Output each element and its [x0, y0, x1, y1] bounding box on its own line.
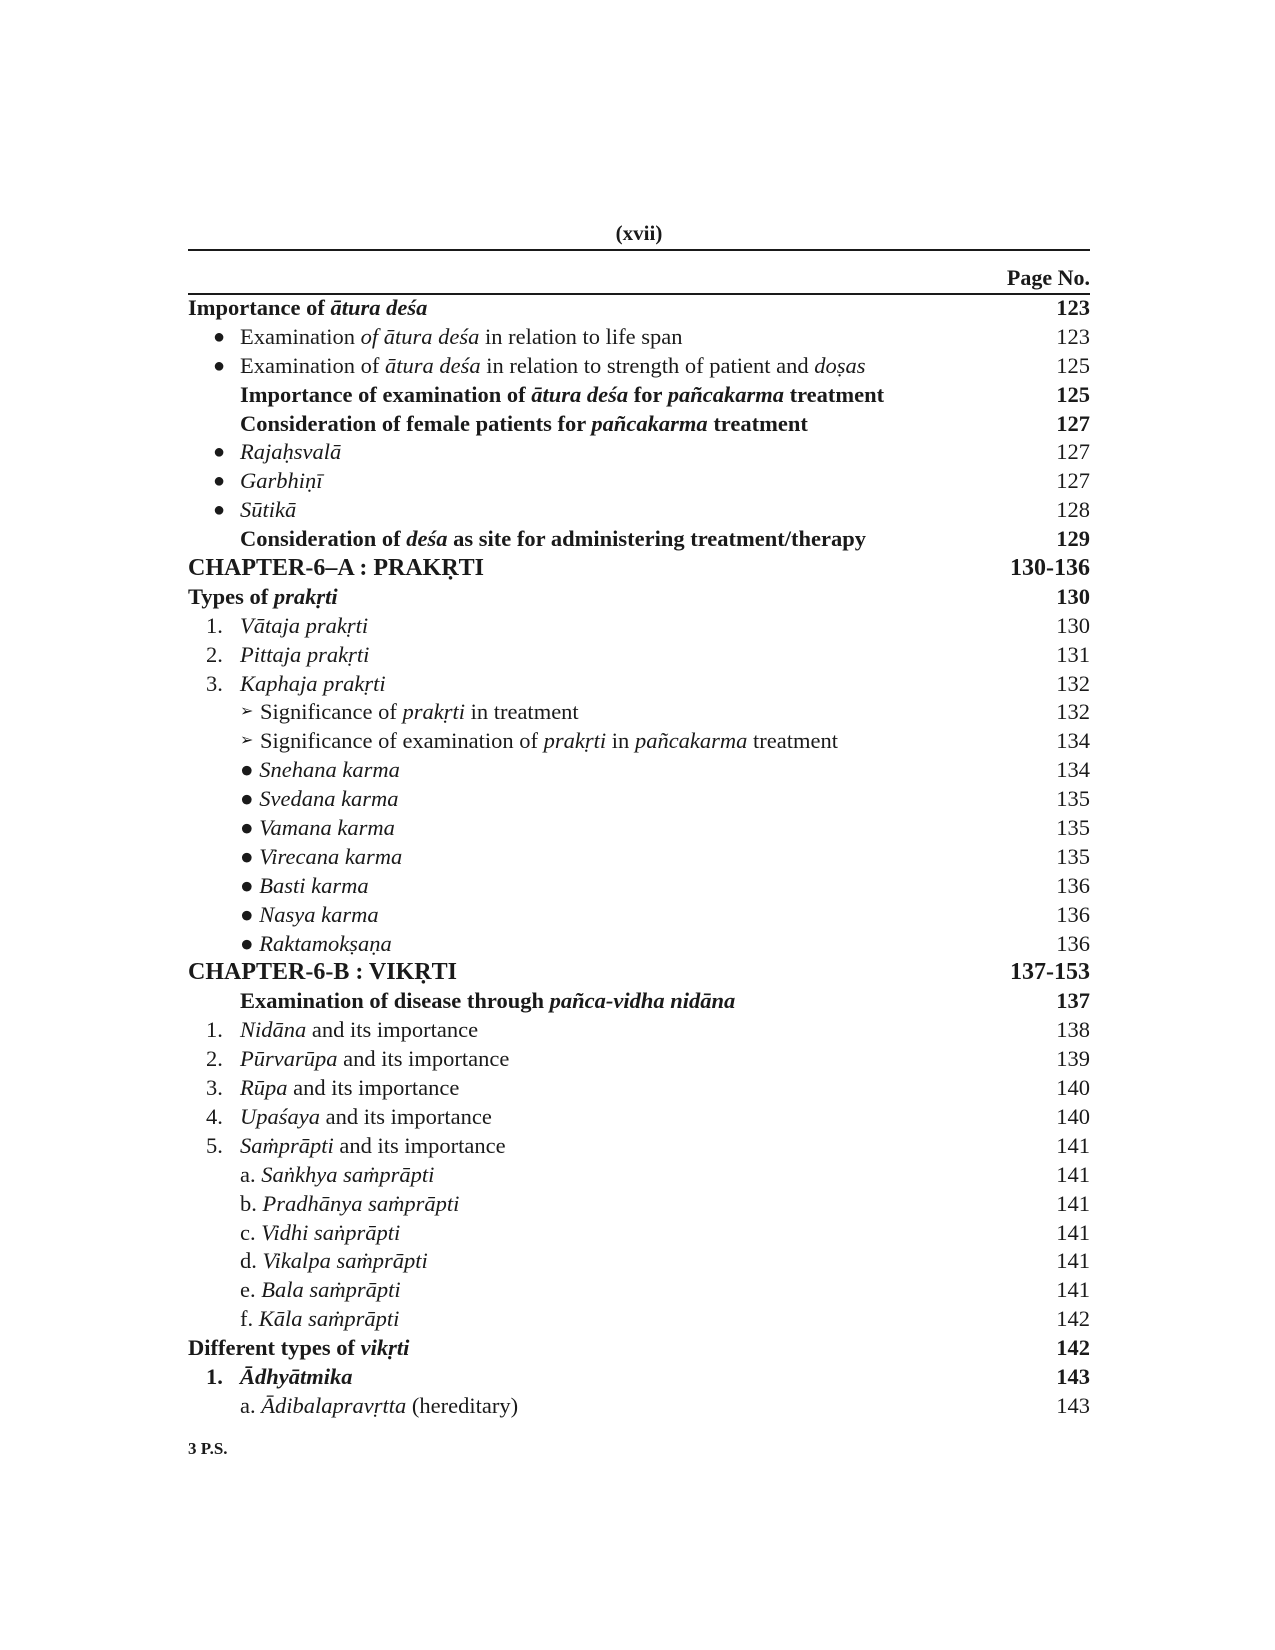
- toc-page-number: 136: [1056, 930, 1090, 956]
- toc-page-number: 142: [1056, 1306, 1090, 1332]
- list-number: 3.: [206, 1075, 223, 1101]
- toc-page-number: 135: [1056, 786, 1090, 812]
- title-part: Vikalpa saṁprāpti: [262, 1248, 428, 1274]
- toc-page-number: 132: [1056, 699, 1090, 725]
- toc-entry-title: [240, 1074, 459, 1103]
- title-part: and its importance: [320, 1103, 492, 1129]
- title-part: Nasya karma: [259, 901, 379, 927]
- title-part: prakṛti: [402, 699, 465, 725]
- toc-page-number: 123: [1056, 323, 1090, 349]
- toc-entry-row: [188, 467, 1090, 496]
- title-part: Consideration of female patients for: [240, 410, 592, 436]
- toc-page-number: 137-153: [1010, 959, 1090, 986]
- title-part: Bala saṁprāpti: [261, 1277, 401, 1303]
- title-part: in relation to strength of patient and: [480, 352, 815, 378]
- toc-entry-title: [260, 727, 838, 756]
- toc-entry-title: [240, 987, 735, 1016]
- toc-entry-title: [240, 1045, 509, 1074]
- toc-page-number: 139: [1056, 1046, 1090, 1072]
- toc-entry-title: [240, 1161, 434, 1190]
- title-part: of ātura deśa: [360, 323, 480, 349]
- toc-page-number: 141: [1056, 1161, 1090, 1187]
- toc-entry-row: [188, 670, 1090, 699]
- toc-entry-row: [188, 814, 1090, 843]
- title-part: Vidhi saṅprāpti: [261, 1219, 401, 1245]
- toc-page-number: 135: [1056, 843, 1090, 869]
- page-number: (xvii): [615, 221, 663, 245]
- toc-entry-row: [188, 1392, 1090, 1421]
- title-part: treatment: [783, 381, 885, 407]
- title-part: ātura deśa: [531, 381, 629, 407]
- title-part: ●: [240, 843, 260, 869]
- list-number: 2.: [206, 1046, 223, 1072]
- toc-entry-row: [188, 583, 1090, 612]
- toc-entry-row: [188, 496, 1090, 525]
- title-part: Consideration of: [240, 526, 407, 552]
- title-part: ātura deśa: [384, 352, 481, 378]
- toc-entry-title: [240, 496, 296, 525]
- title-part: ●: [240, 757, 260, 783]
- chapter-heading-row: [188, 554, 1090, 583]
- title-part: deśa: [406, 526, 448, 552]
- title-part: for: [628, 381, 668, 407]
- title-part: vikṛti: [360, 1335, 410, 1361]
- toc-entry-row: [188, 323, 1090, 352]
- toc-entry-row: [188, 1334, 1090, 1363]
- bullet-marker: ●: [213, 470, 226, 493]
- bullet-marker: ●: [213, 325, 226, 348]
- toc-entry-row: [188, 1103, 1090, 1132]
- toc-entry-row: [188, 698, 1090, 727]
- toc-page-number: 143: [1056, 1392, 1090, 1418]
- toc-page-number: 141: [1056, 1132, 1090, 1158]
- toc-page-number: 134: [1056, 728, 1090, 754]
- toc-entry-row: [188, 1219, 1090, 1248]
- title-part: in: [606, 728, 635, 754]
- toc-entry-title: [240, 1363, 353, 1392]
- title-part: e.: [240, 1277, 262, 1303]
- toc-entry-row: [188, 1276, 1090, 1305]
- title-part: in relation to life span: [479, 323, 683, 349]
- toc-entry-title: [240, 1132, 506, 1161]
- title-part: Basti karma: [259, 872, 369, 898]
- title-part: (hereditary): [406, 1392, 519, 1418]
- toc-entry-title: [188, 554, 484, 583]
- title-part: f.: [240, 1306, 259, 1332]
- title-part: Rajaḥsvalā: [240, 439, 342, 465]
- title-part: Sūtikā: [240, 497, 297, 523]
- toc-entry-title: [240, 438, 341, 467]
- title-part: Rūpa: [240, 1075, 288, 1101]
- list-number: 1.: [206, 612, 223, 638]
- toc-entry-row: [188, 1305, 1090, 1334]
- title-part: Kāla saṁprāpti: [258, 1306, 400, 1332]
- toc-entry-row: [188, 987, 1090, 1016]
- toc-page-number: 123: [1056, 295, 1090, 320]
- list-number: 3.: [206, 670, 223, 696]
- toc-page-number: 128: [1056, 497, 1090, 523]
- toc-entry-row: [188, 410, 1090, 439]
- title-part: Examination of disease through: [240, 988, 550, 1014]
- arrow-marker: ➢: [240, 732, 254, 750]
- toc-entry-title: [188, 583, 338, 612]
- toc-entry-title: [240, 901, 379, 930]
- title-part: Significance of examination of: [260, 728, 544, 754]
- title-part: Examination of: [240, 352, 385, 378]
- title-part: Pradhānya saṁprāpti: [262, 1190, 460, 1216]
- title-part: CHAPTER-6-B : VIKṚTI: [188, 959, 457, 986]
- toc-entry-title: [240, 1392, 518, 1421]
- toc-entry-title: [240, 1103, 492, 1132]
- toc-entry-title: [240, 1247, 428, 1276]
- title-part: Types of: [188, 583, 274, 609]
- title-part: treatment: [707, 410, 808, 436]
- toc-page-number: 141: [1056, 1277, 1090, 1303]
- toc-entry-title: [240, 670, 386, 699]
- toc-entry-row: [188, 872, 1090, 901]
- arrow-marker: ➢: [240, 703, 254, 721]
- list-number: 1.: [206, 1017, 223, 1043]
- title-part: ●: [240, 815, 260, 841]
- list-number: 2.: [206, 641, 223, 667]
- toc-page-number: 131: [1056, 641, 1090, 667]
- title-part: Kaphaja prakṛti: [240, 670, 386, 696]
- toc-entry-title: [240, 1219, 400, 1248]
- toc-entry-title: [240, 1016, 478, 1045]
- toc-page-number: 127: [1056, 439, 1090, 465]
- toc-entry-title: [240, 785, 399, 814]
- toc-entry-title: [240, 323, 682, 352]
- title-part: Vamana karma: [259, 815, 395, 841]
- toc-page-number: 125: [1056, 352, 1090, 378]
- title-part: ●: [240, 786, 260, 812]
- bullet-marker: ●: [213, 499, 226, 522]
- toc-entry-row: [188, 1045, 1090, 1074]
- toc-entry-title: [240, 525, 866, 554]
- toc-page-number: 136: [1056, 872, 1090, 898]
- toc-page-number: 132: [1056, 670, 1090, 696]
- toc-entry-row: [188, 525, 1090, 554]
- title-part: b.: [240, 1190, 263, 1216]
- toc-entry-title: [260, 698, 579, 727]
- toc-page-number: 129: [1056, 526, 1090, 552]
- title-part: as site for administering treatment/therapy: [447, 526, 866, 552]
- title-part: Pittaja prakṛti: [240, 641, 370, 667]
- title-part: ●: [240, 872, 260, 898]
- toc-entry-title: [240, 1190, 459, 1219]
- toc-entry-title: [240, 814, 395, 843]
- title-part: treatment: [747, 728, 839, 754]
- title-part: and its importance: [306, 1017, 479, 1043]
- title-part: ●: [240, 930, 260, 956]
- title-part: pañca-vidha nidāna: [549, 988, 736, 1014]
- toc-entry-title: [240, 641, 369, 670]
- toc-page-number: 141: [1056, 1219, 1090, 1245]
- toc-page-number: 127: [1056, 410, 1090, 436]
- toc-entry-title: [240, 612, 368, 641]
- title-part: Raktamokṣaṇa: [259, 930, 392, 956]
- toc-entry-title: [240, 930, 392, 959]
- toc-page-number: 135: [1056, 815, 1090, 841]
- title-part: Importance of: [188, 295, 331, 320]
- title-part: Garbhiṇī: [240, 468, 323, 494]
- title-part: Upaśaya: [240, 1103, 320, 1129]
- title-part: Saṁprāpti: [240, 1132, 334, 1158]
- toc-page-number: 141: [1056, 1190, 1090, 1216]
- toc-entry-title: [188, 1334, 409, 1363]
- toc-page-number: 141: [1056, 1248, 1090, 1274]
- toc-page-number: 134: [1056, 757, 1090, 783]
- toc-entry-row: [188, 381, 1090, 410]
- toc-page-number: 140: [1056, 1103, 1090, 1129]
- title-part: Ādibalapravṛtta: [261, 1392, 407, 1418]
- toc-entry-title: [188, 294, 427, 323]
- toc-page-number: 136: [1056, 901, 1090, 927]
- toc-entry-title: [240, 1276, 401, 1305]
- list-number: 5.: [206, 1132, 223, 1158]
- toc-entry-row: [188, 612, 1090, 641]
- title-part: Nidāna: [240, 1017, 307, 1043]
- title-part: Examination: [240, 323, 361, 349]
- footer-signature: 3 P.S.: [188, 1439, 228, 1458]
- title-part: Ādhyātmika: [240, 1363, 353, 1389]
- toc-entry-row: [188, 843, 1090, 872]
- title-part: a.: [240, 1161, 262, 1187]
- toc-entry-title: [188, 958, 457, 987]
- page-no-column-header: Page No.: [1006, 265, 1090, 290]
- toc-page-number: 130: [1056, 612, 1090, 638]
- toc-page-number: 138: [1056, 1017, 1090, 1043]
- title-part: c.: [240, 1219, 262, 1245]
- toc-entry-row: [188, 1190, 1090, 1219]
- title-part: Snehana karma: [259, 757, 400, 783]
- list-number: 4.: [206, 1103, 223, 1129]
- title-part: a.: [240, 1392, 262, 1418]
- title-part: Virecana karma: [259, 843, 403, 869]
- toc-page-number: 142: [1056, 1335, 1090, 1361]
- title-part: pañcakarma: [667, 381, 784, 407]
- title-part: pañcakarma: [591, 410, 708, 436]
- title-part: Importance of examination of: [240, 381, 532, 407]
- toc-page-number: 140: [1056, 1075, 1090, 1101]
- title-part: Saṅkhya saṁprāpti: [261, 1161, 435, 1187]
- title-part: Vātaja prakṛti: [240, 612, 369, 638]
- title-part: doṣas: [814, 352, 866, 378]
- toc-entry-row: [188, 294, 1090, 323]
- toc-entry-title: [240, 843, 402, 872]
- toc-entry-row: [188, 901, 1090, 930]
- toc-entry-row: [188, 1132, 1090, 1161]
- toc-page-number: 130-136: [1010, 555, 1090, 582]
- toc-entry-row: [188, 756, 1090, 785]
- bullet-marker: ●: [213, 441, 226, 464]
- toc-page-number: 127: [1056, 468, 1090, 494]
- toc-entry-row: [188, 1161, 1090, 1190]
- list-number: 1.: [206, 1363, 223, 1389]
- toc-entry-title: [240, 467, 323, 496]
- title-part: Different types of: [188, 1335, 361, 1361]
- toc-entry-row: [188, 727, 1090, 756]
- table-of-contents: [188, 294, 1090, 1421]
- toc-entry-title: [240, 381, 884, 410]
- toc-entry-row: [188, 438, 1090, 467]
- toc-entry-title: [240, 352, 866, 381]
- toc-entry-row: [188, 1016, 1090, 1045]
- toc-entry-row: [188, 930, 1090, 959]
- title-part: Svedana karma: [259, 786, 399, 812]
- header-rule: [188, 249, 1090, 251]
- toc-entry-title: [240, 756, 400, 785]
- title-part: CHAPTER-6–A : PRAKṚTI: [188, 555, 485, 582]
- toc-entry-row: [188, 1363, 1090, 1392]
- toc-page-number: 125: [1056, 381, 1090, 407]
- title-part: ●: [240, 901, 260, 927]
- title-part: d.: [240, 1248, 263, 1274]
- title-part: and its importance: [333, 1132, 506, 1158]
- title-part: and its importance: [287, 1075, 460, 1101]
- title-part: prakṛti: [543, 728, 607, 754]
- toc-page-number: 137: [1056, 988, 1090, 1014]
- toc-entry-title: [240, 410, 808, 439]
- bullet-marker: ●: [213, 354, 226, 377]
- toc-entry-row: [188, 1247, 1090, 1276]
- toc-entry-title: [240, 872, 369, 901]
- title-part: pañcakarma: [634, 728, 748, 754]
- chapter-heading-row: [188, 958, 1090, 987]
- toc-page-number: 143: [1056, 1363, 1090, 1389]
- toc-entry-row: [188, 352, 1090, 381]
- title-part: Significance of: [260, 699, 403, 725]
- title-part: ātura deśa: [330, 295, 428, 320]
- title-part: prakṛti: [273, 583, 338, 609]
- title-part: in treatment: [464, 699, 579, 725]
- title-part: Pūrvarūpa: [240, 1046, 338, 1072]
- toc-entry-title: [240, 1305, 399, 1334]
- toc-entry-row: [188, 1074, 1090, 1103]
- toc-entry-row: [188, 785, 1090, 814]
- toc-entry-row: [188, 641, 1090, 670]
- toc-page-number: 130: [1056, 583, 1090, 609]
- title-part: and its importance: [337, 1046, 510, 1072]
